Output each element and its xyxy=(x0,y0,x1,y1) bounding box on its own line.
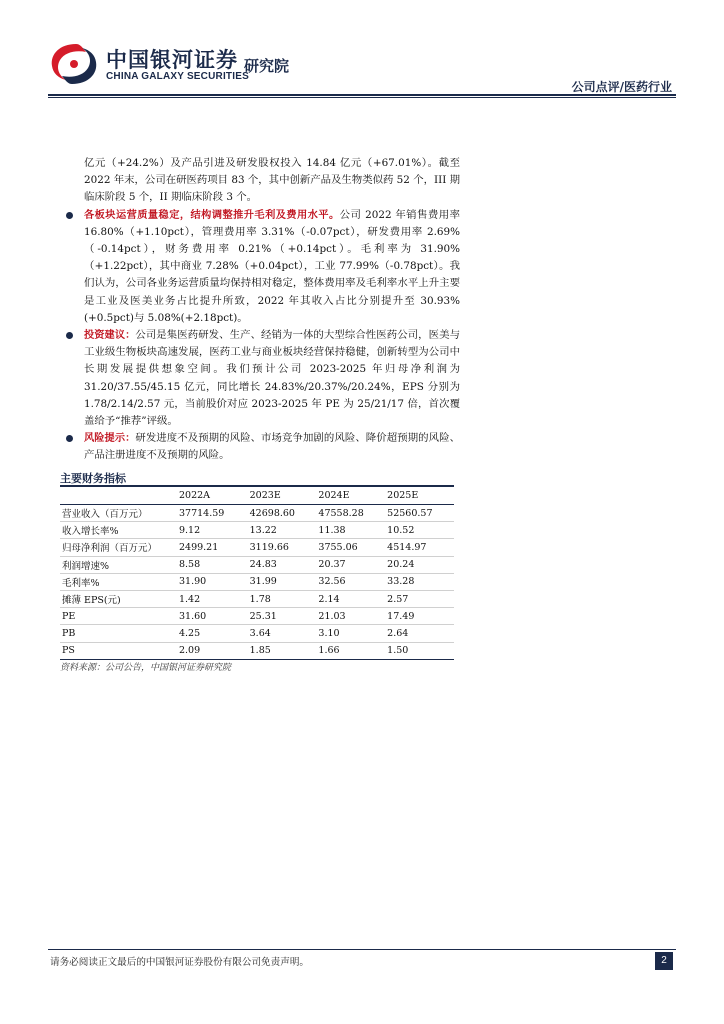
table-cell: 10.52 xyxy=(385,522,454,539)
table-cell: 31.60 xyxy=(175,608,248,625)
bullet-text: 研发进度不及预期的风险、市场竞争加剧的风险、降价超预期的风险、产品注册进度不及预期的风险。 xyxy=(84,432,460,462)
table-cell: 17.49 xyxy=(385,608,454,625)
table-cell: 2.57 xyxy=(385,590,454,607)
bullet-heading: 投资建议： xyxy=(84,330,136,342)
bullet-text: 公司是集医药研发、生产、经销为一体的大型综合性医药公司，医美与工业级生物板块高速发展，医药工业与商业板块经营保持稳健，创新转型为公司中长期发展提供想象空间。我们预计公司 2023-2025 年归母净利润为 31.20/37.55/45.15 亿元，同比增长 24.83%/20.37%/20.24%，EPS 分别为 1.78/2.14/2.57 元，当前股价对应 2023-2025 年 PE 为 25/21/17 倍，首次覆盖给予“推荐”评级。 xyxy=(84,329,460,428)
bullet-risk xyxy=(60,430,460,464)
table-cell: 20.24 xyxy=(385,556,454,573)
table-cell: 1.42 xyxy=(175,590,248,607)
row-label: 摊薄 EPS(元) xyxy=(60,590,175,607)
brand-name-cn: 中国银河证券 xyxy=(106,48,238,72)
page-header xyxy=(0,0,724,100)
header-divider xyxy=(48,94,676,96)
table-header-cell xyxy=(60,486,175,505)
bullet-dot-icon xyxy=(66,212,73,219)
page-number: 2 xyxy=(655,952,673,970)
header-divider-thin xyxy=(48,97,676,98)
table-cell: 47558.28 xyxy=(316,505,385,522)
table-cell: 3755.06 xyxy=(316,539,385,556)
row-label: PS xyxy=(60,642,175,659)
table-cell: 20.37 xyxy=(316,556,385,573)
table-header-cell: 2022A xyxy=(178,490,211,501)
table-title: 主要财务指标 xyxy=(60,472,126,485)
table-row xyxy=(60,539,454,556)
table-cell: 9.12 xyxy=(175,522,248,539)
table-cell: 1.50 xyxy=(385,642,454,659)
table-row xyxy=(60,642,454,659)
bullet-heading: 各板块运营质量稳定，结构调整推升毛利及费用水平。 xyxy=(84,209,340,221)
table-header-cell: 2025E xyxy=(387,490,419,501)
table-cell: 21.03 xyxy=(316,608,385,625)
table-header-row xyxy=(60,486,454,505)
table-row xyxy=(60,625,454,642)
row-label: 营业收入（百万元） xyxy=(60,505,175,522)
row-label: PE xyxy=(60,608,175,625)
row-label: 利润增速% xyxy=(60,556,175,573)
table-cell: 3119.66 xyxy=(248,539,317,556)
financial-table xyxy=(60,485,454,660)
brand-name-en: CHINA GALAXY SECURITIES xyxy=(106,71,249,82)
row-label: PB xyxy=(60,625,175,642)
table-cell: 4.25 xyxy=(175,625,248,642)
main-text xyxy=(60,155,460,465)
table-cell: 1.78 xyxy=(248,590,317,607)
table-cell: 1.85 xyxy=(248,642,317,659)
row-label: 归母净利润（百万元） xyxy=(60,539,175,556)
table-cell: 52560.57 xyxy=(385,505,454,522)
bullet-heading: 风险提示： xyxy=(84,433,136,445)
table-source: 资料来源：公司公告，中国银河证券研究院 xyxy=(60,663,232,673)
table-row xyxy=(60,608,454,625)
bullet-investment xyxy=(60,327,460,430)
table-cell: 3.64 xyxy=(248,625,317,642)
table-cell: 2.64 xyxy=(385,625,454,642)
galaxy-logo-icon xyxy=(46,40,102,88)
table-cell: 3.10 xyxy=(316,625,385,642)
table-cell: 32.56 xyxy=(316,573,385,590)
table-cell: 31.99 xyxy=(248,573,317,590)
bullet-text: 公司 2022 年销售费用率 16.80%（+1.10pct），管理费用率 3.31%（-0.07pct），研发费用率 2.69%（-0.14pct），财务费用率 0.21%（+0.14pct）。毛利率为 31.90%（+1.22pct），其中商业 7.28%（+0.04pct），工业 77.99%（-0.78pct）。我们认为，公司各业务运营质量均保持相对稳定，整体费用率及毛利率水平上升主要是工业及医美业务占比提升所致，2022 年其收入占比分别提升至 30.93%(+0.5pct)与 5.08%(+2.18pct)。 xyxy=(84,208,460,324)
table-cell: 8.58 xyxy=(175,556,248,573)
brand-subtitle: 研究院 xyxy=(244,57,290,75)
report-type: 公司点评/医药行业 xyxy=(571,80,672,94)
bullet-dot-icon xyxy=(66,435,73,442)
table-cell: 24.83 xyxy=(248,556,317,573)
table-cell: 13.22 xyxy=(248,522,317,539)
table-cell: 37714.59 xyxy=(175,505,248,522)
table-header-cell: 2023E xyxy=(249,490,281,501)
footer-divider xyxy=(48,949,676,950)
table-row xyxy=(60,590,454,607)
table-row xyxy=(60,505,454,522)
table-row xyxy=(60,556,454,573)
table-row xyxy=(60,573,454,590)
table-cell: 4514.97 xyxy=(385,539,454,556)
table-cell: 11.38 xyxy=(316,522,385,539)
row-label: 收入增长率% xyxy=(60,522,175,539)
table-cell: 33.28 xyxy=(385,573,454,590)
table-cell: 31.90 xyxy=(175,573,248,590)
table-cell: 42698.60 xyxy=(248,505,317,522)
table-cell: 25.31 xyxy=(248,608,317,625)
table-cell: 2499.21 xyxy=(175,539,248,556)
table-header-cell: 2024E xyxy=(318,490,350,501)
table-cell: 2.14 xyxy=(316,590,385,607)
table-cell: 2.09 xyxy=(175,642,248,659)
continuation-paragraph: 亿元（+24.2%）及产品引进及研发股权投入 14.84 亿元（+67.01%）。截至 2022 年末，公司在研医药项目 83 个，其中创新产品及生物类似药 52 个，III 期临床阶段 5 个，II 期临床阶段 3 个。 xyxy=(84,157,460,204)
bullet-operations xyxy=(60,207,460,327)
table-row xyxy=(60,522,454,539)
table-cell: 1.66 xyxy=(316,642,385,659)
row-label: 毛利率% xyxy=(60,573,175,590)
bullet-dot-icon xyxy=(66,332,73,339)
footer-disclaimer: 请务必阅读正文最后的中国银河证券股份有限公司免责声明。 xyxy=(50,957,310,968)
